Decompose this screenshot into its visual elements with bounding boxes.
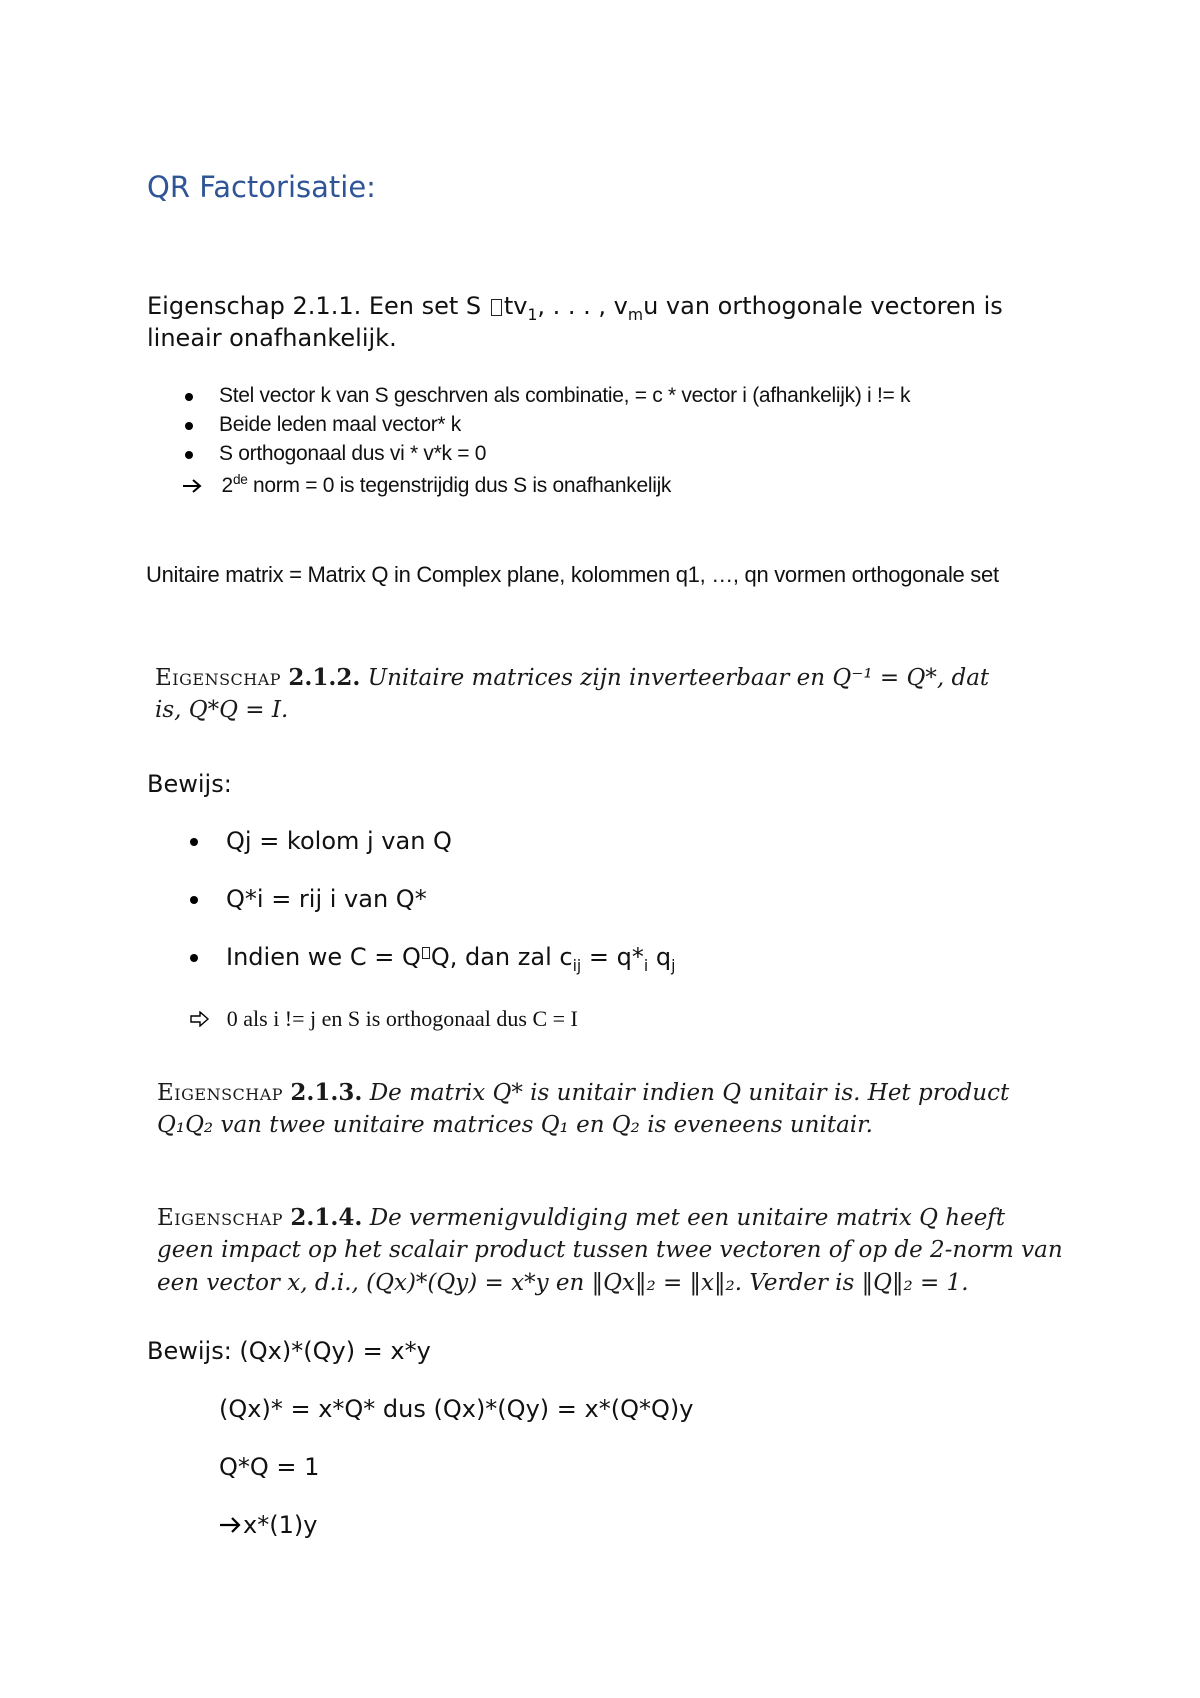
property-2-1-1-line2: lineair onafhankelijk. — [147, 324, 397, 352]
property-2-1-2-line1 — [155, 664, 989, 691]
subscript: 1 — [527, 305, 538, 324]
property-2-1-3-line2: Q₁Q₂ van twee unitaire matrices Q₁ en Q₂ is eveneens unitair. — [157, 1112, 873, 1138]
proof-conclusion — [190, 1006, 578, 1032]
property-number: 2.1.4. — [290, 1204, 363, 1231]
property-text: Unitaire matrices zijn inverteerbaar en Q⁻¹ = Q*, dat — [367, 665, 990, 691]
proof-bullet-2: Q*i = rij i van Q* — [226, 885, 427, 913]
missing-glyph-icon — [422, 947, 430, 959]
property-number: 2.1.3. — [290, 1079, 363, 1106]
hollow-right-arrow-icon — [190, 1010, 215, 1031]
property-text: , . . . , v — [537, 292, 628, 320]
subscript: ij — [572, 956, 582, 975]
proof-text: x*(1)y — [243, 1511, 318, 1539]
proof-step-1: (Qx)* = x*Q* dus (Qx)*(Qy) = x*(Q*Q)y — [219, 1395, 694, 1423]
property-2-1-3-line1 — [157, 1079, 1009, 1106]
proof-text: = q* — [581, 943, 644, 971]
property-heading: Eigenschap — [157, 1205, 284, 1231]
proof-text: Q, dan zal c — [430, 943, 573, 971]
missing-glyph-icon — [491, 299, 502, 316]
property-2-1-4-line2: geen impact op het scalair product tussen twee vectoren of op de 2-norm van — [157, 1237, 1063, 1263]
proof-text: 0 als i != j en S is orthogonaal dus C = I — [226, 1006, 578, 1031]
proof-step-3 — [219, 1511, 317, 1539]
proof-heading: Bewijs: (Qx)*(Qy) = x*y — [147, 1337, 431, 1365]
proof-text: q — [648, 943, 672, 971]
property-2-1-4-line3: een vector x, d.i., (Qx)*(Qy) = x*y en ‖Qx‖₂ = ‖x‖₂. Verder is ‖Q‖₂ = 1. — [157, 1270, 969, 1296]
property-text: De vermenigvuldiging met een unitaire matrix Q heeft — [369, 1205, 1006, 1231]
property-number: 2.1.2. — [288, 664, 361, 691]
property-text: De matrix Q* is unitair indien Q unitair is. Het product — [369, 1080, 1010, 1106]
proof-step-2: Q*Q = 1 — [219, 1453, 320, 1481]
property-text: u van orthogonale vectoren is — [643, 292, 1003, 320]
property-2-1-2-line2: is, Q*Q = I. — [155, 697, 289, 723]
property-heading: Eigenschap — [157, 1080, 284, 1106]
right-arrow-icon — [219, 1511, 243, 1539]
property-text: tv — [503, 292, 528, 320]
bullet-icon — [190, 954, 198, 962]
proof-bullet-1: Qj = kolom j van Q — [226, 827, 452, 855]
proof-bullet-2: Beide leden maal vector* k — [219, 413, 462, 436]
unitary-definition: Unitaire matrix = Matrix Q in Complex plane, kolommen q1, …, qn vormen orthogonale set — [146, 562, 999, 587]
property-text: Eigenschap 2.1.1. Een set S — [147, 292, 482, 320]
property-2-1-1-line1 — [147, 292, 1003, 324]
proof-heading: Bewijs: — [147, 770, 232, 798]
subscript: i — [643, 956, 649, 975]
bullet-icon — [190, 838, 198, 846]
property-2-1-4-line1 — [157, 1204, 1005, 1231]
proof-bullet-3 — [226, 943, 675, 975]
subscript: j — [671, 956, 676, 975]
bullet-icon — [185, 422, 193, 430]
proof-arrow-line — [182, 472, 671, 498]
bullet-icon — [185, 393, 193, 401]
proof-text: Indien we C = Q — [226, 943, 421, 971]
bullet-icon — [185, 451, 193, 459]
subscript: m — [627, 305, 644, 324]
superscript: de — [232, 472, 248, 487]
proof-text: norm = 0 is tegenstrijdig dus S is onafhankelijk — [247, 474, 672, 497]
bullet-icon — [190, 896, 198, 904]
proof-bullet-1: Stel vector k van S geschrven als combinatie, = c * vector i (afhankelijk) i != k — [219, 384, 911, 407]
right-arrow-icon — [182, 474, 204, 498]
page-title: QR Factorisatie: — [147, 170, 376, 204]
property-heading: Eigenschap — [155, 665, 282, 691]
proof-bullet-3: S orthogonaal dus vi * v*k = 0 — [219, 442, 487, 465]
proof-text: 2 — [221, 474, 233, 497]
